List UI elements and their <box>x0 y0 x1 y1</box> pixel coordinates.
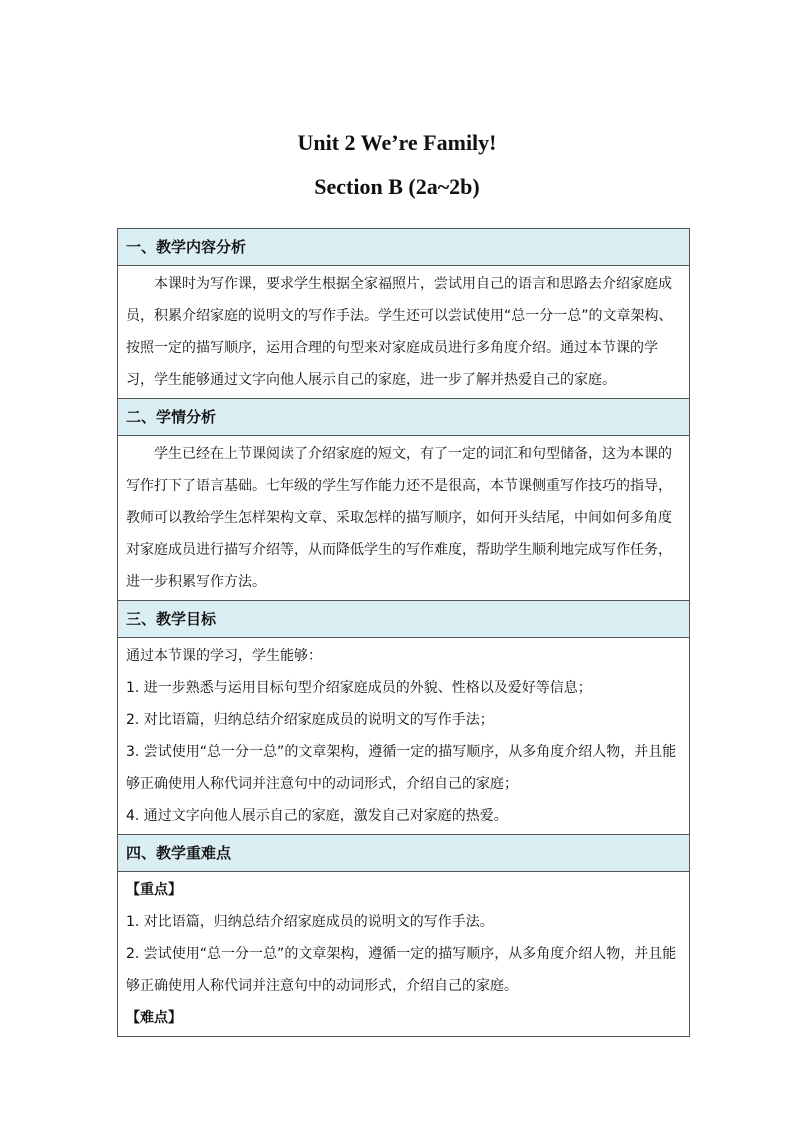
objective-item-1: 1. 进一步熟悉与运用目标句型介绍家庭成员的外貌、性格以及爱好等信息； <box>126 680 592 696</box>
section-heading-content-analysis: 一、教学内容分析 <box>118 229 690 266</box>
section-heading-objectives: 三、教学目标 <box>118 601 690 638</box>
document-header <box>0 128 794 202</box>
key-point-item-1: 1. 对比语篇，归纳总结介绍家庭成员的说明文的写作手法。 <box>126 914 494 930</box>
objectives-intro: 通过本节课的学习，学生能够： <box>126 648 322 664</box>
section-row-key-points-body <box>118 872 690 1037</box>
difficulty-label: 【难点】 <box>126 1010 182 1026</box>
section-row-student-analysis-body <box>118 436 690 601</box>
student-analysis-paragraph: 学生已经在上节课阅读了介绍家庭的短文，有了一定的词汇和句型储备，这为本课的写作打下了语言基础。七年级的学生写作能力还不是很高，本节课侧重写作技巧的指导，教师可以教给学生怎样架构文章、采取怎样的描写顺序，如何开头结尾，中间如何多角度对家庭成员进行描写介绍等，从而降低学生的写作难度，帮助学生顺利地完成写作任务，进一步积累写作方法。 <box>126 446 672 590</box>
section-heading-student-analysis: 二、学情分析 <box>118 399 690 436</box>
objective-item-2: 2. 对比语篇，归纳总结介绍家庭成员的说明文的写作手法； <box>126 712 494 728</box>
section-row-content-analysis-body <box>118 266 690 399</box>
section-row-content-analysis-heading <box>118 229 690 266</box>
document-title: Unit 2 We’re Family! <box>297 130 497 155</box>
section-row-objectives-heading <box>118 601 690 638</box>
lesson-plan-table <box>117 228 690 1037</box>
section-row-objectives-body <box>118 638 690 835</box>
document-subtitle: Section B (2a~2b) <box>314 174 480 199</box>
key-points-label: 【重点】 <box>126 882 182 898</box>
section-row-key-points-heading <box>118 835 690 872</box>
key-point-item-2: 2. 尝试使用“总一分一总”的文章架构，遵循一定的描写顺序，从多角度介绍人物，并且能够正确使用人称代词并注意句中的动词形式，介绍自己的家庭。 <box>126 946 677 994</box>
objective-item-3: 3. 尝试使用“总一分一总”的文章架构，遵循一定的描写顺序，从多角度介绍人物，并且能够正确使用人称代词并注意句中的动词形式，介绍自己的家庭； <box>126 744 677 792</box>
section-heading-key-points: 四、教学重难点 <box>118 835 690 872</box>
section-row-student-analysis-heading <box>118 399 690 436</box>
content-analysis-paragraph: 本课时为写作课，要求学生根据全家福照片，尝试用自己的语言和思路去介绍家庭成员，积累介绍家庭的说明文的写作手法。学生还可以尝试使用“总一分一总”的文章架构、按照一定的描写顺序，运用合理的句型来对家庭成员进行多角度介绍。通过本节课的学习，学生能够通过文字向他人展示自己的家庭，进一步了解并热爱自己的家庭。 <box>126 276 673 388</box>
objective-item-4: 4. 通过文字向他人展示自己的家庭，激发自己对家庭的热爱。 <box>126 808 508 824</box>
